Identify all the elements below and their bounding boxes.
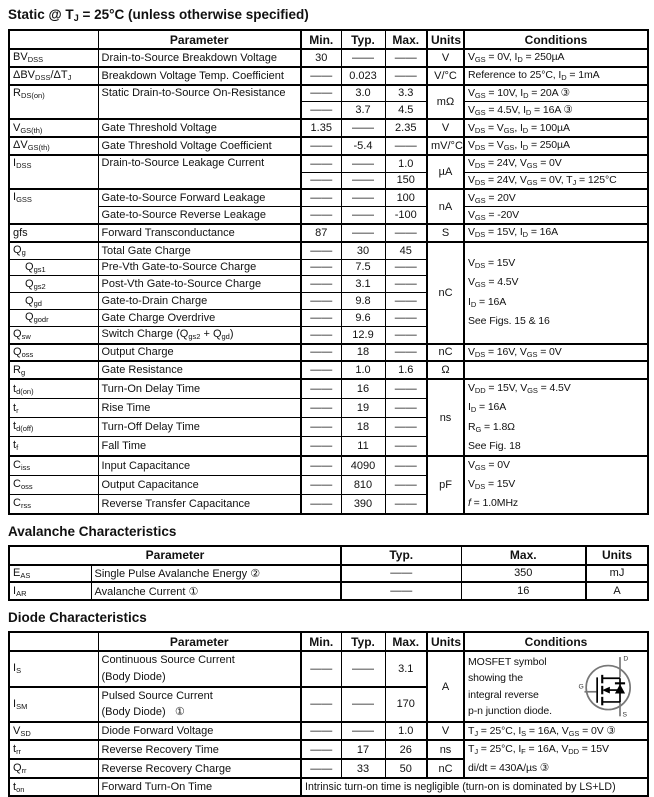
max-cell: —— [385, 309, 427, 326]
table-row [9, 379, 648, 398]
units-cell: V/°C [427, 67, 464, 85]
units-cell: pF [427, 456, 464, 514]
max-cell: 50 [385, 759, 427, 778]
sym-cell: $Q_{gd}$ [9, 293, 98, 310]
sym-cell: $I_{DSS}$ [9, 155, 98, 190]
typ-cell: —— [341, 189, 385, 206]
units-cell: ns [427, 379, 464, 456]
param-cell: Turn-Off Delay Time [98, 418, 301, 437]
table-row [9, 67, 648, 85]
param-cell: Fall Time [98, 436, 301, 456]
typ-cell: 9.8 [341, 293, 385, 310]
min-cell: —— [301, 242, 341, 259]
column-header: Parameter [9, 546, 341, 565]
sym-cell: $I_S$ [9, 651, 98, 687]
typ-cell: 3.7 [341, 102, 385, 119]
avalanche-table-body [9, 565, 648, 601]
min-cell: —— [301, 494, 341, 513]
min-cell: —— [301, 740, 341, 759]
column-header: Min. [301, 632, 341, 651]
max-cell: 150 [385, 172, 427, 189]
max-cell: 3.3 [385, 85, 427, 102]
param-cell: Forward Transconductance [98, 224, 301, 242]
param-cell: Drain-to-Source Leakage Current [98, 155, 301, 190]
cond-cell: $V_{DS} = 16V$, $V_{GS} = 0V$ [464, 344, 648, 362]
param-cell: Drain-to-Source Breakdown Voltage [98, 49, 301, 67]
sym-cell: $Q_{rr}$ [9, 759, 98, 778]
param-cell: Breakdown Voltage Temp. Coefficient [98, 67, 301, 85]
column-header: Typ. [341, 632, 385, 651]
sym-cell: $I_{AR}$ [9, 582, 91, 600]
units-cell: V [427, 119, 464, 137]
min-cell: —— [301, 189, 341, 206]
diode-section-title: Diode Characteristics [8, 610, 147, 626]
min-cell: —— [301, 102, 341, 119]
max-cell: —— [385, 224, 427, 242]
typ-cell: —— [341, 172, 385, 189]
static-table [8, 29, 649, 515]
param-cell: Single Pulse Avalanche Energy ② [91, 565, 341, 583]
typ-cell: 17 [341, 740, 385, 759]
header-row [9, 546, 648, 565]
max-cell: 45 [385, 242, 427, 259]
param-cell: Gate Threshold Voltage Coefficient [98, 137, 301, 155]
param-cell: Reverse Recovery Charge [98, 759, 301, 778]
param-cell: Output Charge [98, 344, 301, 362]
units-cell: V [427, 49, 464, 67]
table-row [9, 49, 648, 67]
min-cell: —— [301, 67, 341, 85]
units-cell: nC [427, 242, 464, 344]
max-cell: —— [385, 399, 427, 418]
diode-table [8, 631, 649, 797]
param-cell: Pulsed Source Current (Body Diode) ① [98, 687, 301, 723]
param-cell: Gate-to-Source Forward Leakage [98, 189, 301, 206]
max-cell: 1.0 [385, 155, 427, 172]
min-cell: —— [301, 722, 341, 740]
typ-cell: 810 [341, 475, 385, 494]
typ-cell: 7.5 [341, 259, 385, 276]
table-row [9, 207, 648, 224]
static-table-body [9, 49, 648, 514]
mosfet-symbol-icon [576, 652, 642, 718]
min-cell: 30 [301, 49, 341, 67]
param-cell: Forward Turn-On Time [98, 778, 301, 796]
sym-cell: $t_{rr}$ [9, 740, 98, 759]
diode-table-body [9, 651, 648, 796]
sym-cell: $C_{oss}$ [9, 475, 98, 494]
sym-cell: $t_{d(off)}$ [9, 418, 98, 437]
table-row [9, 722, 648, 740]
max-cell: 4.5 [385, 102, 427, 119]
sym-cell: $R_{DS(on)}$ [9, 85, 98, 120]
param-cell: Static Drain-to-Source On-Resistance [98, 85, 301, 120]
param-cell: Gate-to-Drain Charge [98, 293, 301, 310]
param-cell: Rise Time [98, 399, 301, 418]
sym-cell: $t_r$ [9, 399, 98, 418]
typ-cell: —— [341, 155, 385, 172]
typ-cell: 0.023 [341, 67, 385, 85]
min-cell: —— [301, 456, 341, 475]
min-cell: —— [301, 207, 341, 224]
param-cell: Turn-On Delay Time [98, 379, 301, 398]
max-cell: —— [385, 276, 427, 293]
min-cell: —— [301, 344, 341, 362]
param-cell: Diode Forward Voltage [98, 722, 301, 740]
column-header: Parameter [98, 632, 301, 651]
static-section-title: Static @ $T_J = 25^\circ C$ (unless otherwise specified) [8, 7, 309, 23]
typ-cell: —— [341, 582, 461, 600]
max-cell: —— [385, 326, 427, 343]
table-row [9, 119, 648, 137]
units-cell: nC [427, 344, 464, 362]
avalanche-section-title: Avalanche Characteristics [8, 523, 177, 539]
max-cell: 3.1 [385, 651, 427, 687]
min-cell: —— [301, 475, 341, 494]
param-cell: Total Gate Charge [98, 242, 301, 259]
min-cell: —— [301, 399, 341, 418]
typ-cell: 18 [341, 418, 385, 437]
min-cell: —— [301, 85, 341, 102]
min-cell: —— [301, 259, 341, 276]
min-cell: 87 [301, 224, 341, 242]
max-cell: —— [385, 137, 427, 155]
sym-cell: $\Delta V_{GS(th)}$ [9, 137, 98, 155]
units-cell: mV/°C [427, 137, 464, 155]
column-header: Max. [385, 632, 427, 651]
typ-cell: 1.0 [341, 361, 385, 379]
min-cell: —— [301, 687, 341, 723]
sym-cell: $C_{iss}$ [9, 456, 98, 475]
min-cell: —— [301, 326, 341, 343]
cond-cell: $V_{DS} = V_{GS}$, $I_D = 250\mu A$ [464, 137, 648, 155]
units-cell: nC [427, 759, 464, 778]
max-cell: —— [385, 436, 427, 456]
max-cell: 1.6 [385, 361, 427, 379]
typ-cell: -5.4 [341, 137, 385, 155]
param-cell: Gate Resistance [98, 361, 301, 379]
max-cell: —— [385, 259, 427, 276]
table-row [9, 740, 648, 759]
typ-cell: 16 [341, 379, 385, 398]
note-cell: Intrinsic turn-on time is negligible (turn-on is dominated by LS+LD) [301, 778, 648, 796]
table-row [9, 582, 648, 600]
column-header: Typ. [341, 546, 461, 565]
cond-cell: MOSFET symbol showing the integral reverse p-n junction diode. D G S [464, 651, 648, 722]
sym-cell: $V_{GS(th)}$ [9, 119, 98, 137]
cond-cell: $V_{GS} = 0V$, $I_D = 250\mu A$ [464, 49, 648, 67]
cond-cell: $V_{DS} = 24V$, $V_{GS} = 0V$, $T_J = 125^\circ C$ [464, 172, 648, 189]
typ-cell: 390 [341, 494, 385, 513]
sym-cell: $\Delta BV_{DSS}/\Delta T_J$ [9, 67, 98, 85]
max-cell: -100 [385, 207, 427, 224]
mosfet-source-label: S [622, 711, 627, 719]
typ-cell: 3.1 [341, 276, 385, 293]
typ-cell: —— [341, 49, 385, 67]
mosfet-gate-label: G [578, 683, 584, 691]
min-cell: —— [301, 651, 341, 687]
param-cell: Output Capacitance [98, 475, 301, 494]
static-table-header [9, 30, 648, 49]
min-cell: —— [301, 418, 341, 437]
typ-cell: 18 [341, 344, 385, 362]
max-cell: 16 [461, 582, 586, 600]
units-cell: mJ [586, 565, 648, 583]
sym-cell: $E_{AS}$ [9, 565, 91, 583]
typ-cell: —— [341, 687, 385, 723]
param-cell: Input Capacitance [98, 456, 301, 475]
sym-cell: gfs [9, 224, 98, 242]
sym-cell: $V_{SD}$ [9, 722, 98, 740]
sym-cell: $I_{GSS}$ [9, 189, 98, 224]
column-header [9, 632, 98, 651]
cond-cell: Reference to 25°C, $I_D = 1mA$ [464, 67, 648, 85]
sym-cell: $I_{SM}$ [9, 687, 98, 723]
min-cell: —— [301, 379, 341, 398]
param-cell: Continuous Source Current (Body Diode) [98, 651, 301, 687]
table-row [9, 344, 648, 362]
min-cell: —— [301, 436, 341, 456]
max-cell: 170 [385, 687, 427, 723]
units-cell: ns [427, 740, 464, 759]
max-cell: —— [385, 494, 427, 513]
table-row [9, 565, 648, 583]
cond-cell: $V_{DS} = 15V$, $I_D = 16A$ [464, 224, 648, 242]
param-cell: Reverse Recovery Time [98, 740, 301, 759]
min-cell: —— [301, 137, 341, 155]
min-cell: —— [301, 172, 341, 189]
table-row [9, 189, 648, 206]
column-header: Units [427, 632, 464, 651]
units-cell: V [427, 722, 464, 740]
max-cell: —— [385, 418, 427, 437]
cond-cell: $V_{DS} = 24V$, $V_{GS} = 0V$ [464, 155, 648, 172]
max-cell: 26 [385, 740, 427, 759]
typ-cell: 11 [341, 436, 385, 456]
typ-cell: —— [341, 119, 385, 137]
sym-cell: $t_f$ [9, 436, 98, 456]
column-header: Max. [461, 546, 586, 565]
avalanche-table [8, 545, 649, 602]
cond-cell: $V_{DS} = 15V$ $V_{GS} = 4.5V$ $I_D = 16A$ See Figs. 15 & 16 [464, 242, 648, 344]
min-cell: —— [301, 276, 341, 293]
cond-cell: $V_{GS} = 10V$, $I_D = 20A$ ③ [464, 85, 648, 102]
units-cell: Ω [427, 361, 464, 379]
header-row [9, 30, 648, 49]
cond-cell: $V_{DD} = 15V$, $V_{GS} = 4.5V$ $I_D = 16A$ $R_G = 1.8\Omega$ See Fig. 18 [464, 379, 648, 456]
cond-cell: $T_J = 25^\circ C$, $I_S = 16A$, $V_{GS} = 0V$ ③ [464, 722, 648, 740]
mosfet-drain-label: D [623, 655, 629, 663]
column-header: Units [427, 30, 464, 49]
min-cell: —— [301, 309, 341, 326]
sym-cell: $C_{rss}$ [9, 494, 98, 513]
column-header [9, 30, 98, 49]
min-cell: —— [301, 155, 341, 172]
units-cell: mΩ [427, 85, 464, 120]
units-cell: A [427, 651, 464, 722]
typ-cell: 33 [341, 759, 385, 778]
table-row [9, 137, 648, 155]
typ-cell: 3.0 [341, 85, 385, 102]
sym-cell: $t_{on}$ [9, 778, 98, 796]
sym-cell: $BV_{DSS}$ [9, 49, 98, 67]
max-cell: —— [385, 379, 427, 398]
mosfet-symbol [576, 652, 644, 721]
column-header: Parameter [98, 30, 301, 49]
cond-cell [464, 361, 648, 379]
typ-cell: 4090 [341, 456, 385, 475]
column-header: Conditions [464, 30, 648, 49]
max-cell: 2.35 [385, 119, 427, 137]
diode-table-header [9, 632, 648, 651]
units-cell: µA [427, 155, 464, 190]
typ-cell: —— [341, 651, 385, 687]
min-cell: —— [301, 759, 341, 778]
sym-cell: $t_{d(on)}$ [9, 379, 98, 398]
cond-cell: $V_{GS} = 20V$ [464, 189, 648, 206]
min-cell: —— [301, 361, 341, 379]
typ-cell: —— [341, 224, 385, 242]
column-header: Typ. [341, 30, 385, 49]
units-cell: nA [427, 189, 464, 224]
sym-cell: $Q_{gs1}$ [9, 259, 98, 276]
min-cell: —— [301, 293, 341, 310]
table-row [9, 456, 648, 475]
param-cell: Avalanche Current ① [91, 582, 341, 600]
cond-cell: $V_{GS} = -20V$ [464, 207, 648, 224]
param-cell: Gate-to-Source Reverse Leakage [98, 207, 301, 224]
param-cell: Gate Threshold Voltage [98, 119, 301, 137]
typ-cell: —— [341, 207, 385, 224]
cond-cell: $T_J = 25^\circ C$, $I_F = 16A$, $V_{DD} = 15V$ di/dt = 430A/µs ③ [464, 740, 648, 778]
max-cell: —— [385, 344, 427, 362]
typ-cell: —— [341, 565, 461, 583]
param-cell: Reverse Transfer Capacitance [98, 494, 301, 513]
sym-cell: $R_g$ [9, 361, 98, 379]
cond-cell: $V_{DS} = V_{GS}$, $I_D = 100\mu A$ [464, 119, 648, 137]
max-cell: —— [385, 456, 427, 475]
param-cell: Gate Charge Overdrive [98, 309, 301, 326]
column-header: Conditions [464, 632, 648, 651]
typ-cell: —— [341, 722, 385, 740]
param-cell: Post-Vth Gate-to-Source Charge [98, 276, 301, 293]
avalanche-table-header [9, 546, 648, 565]
typ-cell: 19 [341, 399, 385, 418]
column-header: Units [586, 546, 648, 565]
typ-cell: 30 [341, 242, 385, 259]
typ-cell: 12.9 [341, 326, 385, 343]
param-cell: Pre-Vth Gate-to-Source Charge [98, 259, 301, 276]
table-row [9, 85, 648, 102]
table-row [9, 778, 648, 796]
max-cell: 100 [385, 189, 427, 206]
cond-cell: $V_{GS} = 0V$ $V_{DS} = 15V$ f = 1.0MHz [464, 456, 648, 514]
sym-cell: $Q_{godr}$ [9, 309, 98, 326]
max-cell: 1.0 [385, 722, 427, 740]
sym-cell: $Q_{sw}$ [9, 326, 98, 343]
table-row [9, 361, 648, 379]
sym-cell: $Q_{gs2}$ [9, 276, 98, 293]
min-cell: 1.35 [301, 119, 341, 137]
table-row [9, 155, 648, 172]
table-row [9, 651, 648, 687]
param-cell: Switch Charge $(Q_{gs2} + Q_{gd})$ [98, 326, 301, 343]
max-cell: —— [385, 293, 427, 310]
max-cell: 350 [461, 565, 586, 583]
sym-cell: $Q_{oss}$ [9, 344, 98, 362]
units-cell: S [427, 224, 464, 242]
typ-cell: 9.6 [341, 309, 385, 326]
header-row [9, 632, 648, 651]
max-cell: —— [385, 67, 427, 85]
max-cell: —— [385, 475, 427, 494]
max-cell: —— [385, 49, 427, 67]
table-row [9, 224, 648, 242]
column-header: Max. [385, 30, 427, 49]
units-cell: A [586, 582, 648, 600]
table-row [9, 242, 648, 259]
column-header: Min. [301, 30, 341, 49]
cond-cell: $V_{GS} = 4.5V$, $I_D = 16A$ ③ [464, 102, 648, 119]
sym-cell: $Q_g$ [9, 242, 98, 259]
